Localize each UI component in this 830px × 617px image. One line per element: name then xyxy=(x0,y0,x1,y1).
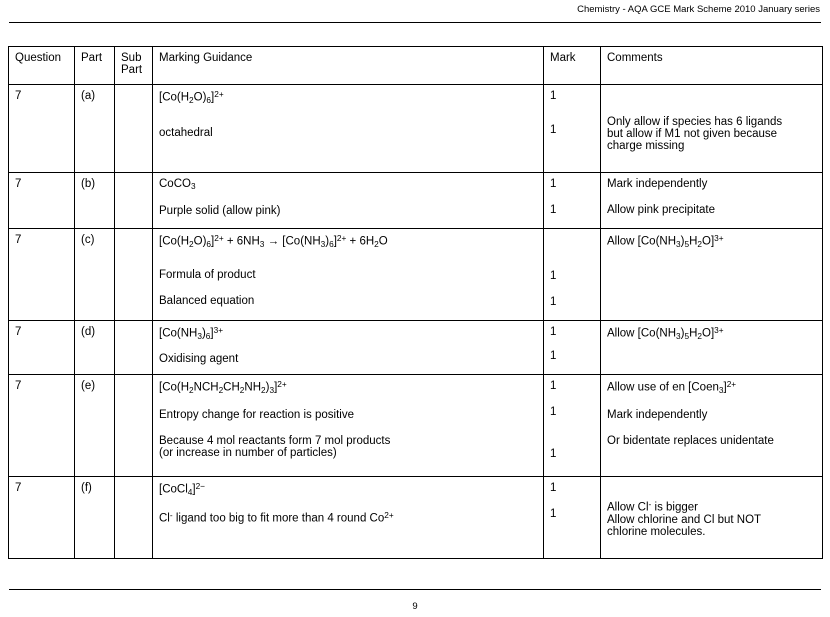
table-row xyxy=(9,321,823,375)
spacer xyxy=(550,190,594,204)
cell-mark xyxy=(544,85,601,173)
table-row xyxy=(9,375,823,477)
guidance-line: Oxidising agent xyxy=(159,352,239,365)
guidance-line: Cl- ligand too big to fit more than 4 round $Co^{2+}$ xyxy=(159,510,394,525)
page-number: 9 xyxy=(412,601,418,612)
mark-value: 1 xyxy=(550,178,557,190)
cell-mark xyxy=(544,321,601,375)
spacer xyxy=(607,421,816,435)
guidance-line: Because 4 mol reactants form 7 mol products xyxy=(159,434,391,447)
spacer xyxy=(159,249,537,269)
spacer xyxy=(159,421,537,435)
cell-marking-guidance xyxy=(153,229,544,321)
cell-part: (c) xyxy=(75,229,115,321)
spacer xyxy=(550,392,594,406)
spacer xyxy=(550,234,594,270)
spacer xyxy=(550,338,594,350)
table-row xyxy=(9,229,823,321)
table-row xyxy=(9,85,823,173)
cell-comments xyxy=(601,173,823,229)
spacer xyxy=(550,282,594,296)
footer-divider xyxy=(9,589,821,590)
guidance-line: Entropy change for reaction is positive xyxy=(159,408,354,421)
cell-mark xyxy=(544,173,601,229)
column-header-sub-part xyxy=(115,47,153,85)
comment-line: Mark independently xyxy=(607,178,708,190)
mark-value: 1 xyxy=(550,90,557,102)
guidance-line: $[Co(H_2NCH_2CH_2NH_2)_3]^{2+}$ xyxy=(159,380,287,395)
cell-marking-guidance xyxy=(153,173,544,229)
cell-question: 7 xyxy=(9,173,75,229)
mark-value: 1 xyxy=(550,448,557,460)
guidance-line: Purple solid (allow pink) xyxy=(159,205,281,218)
comment-line: Or bidentate replaces unidentate xyxy=(607,434,774,447)
cell-question: 7 xyxy=(9,477,75,559)
mark-scheme-table xyxy=(8,46,823,559)
cell-sub-part xyxy=(115,477,153,559)
guidance-line: $[Co(H_2O)_6]^{2+}$ xyxy=(159,90,224,105)
mark-value: 1 xyxy=(550,380,557,392)
comment-line: but allow if M1 not given because xyxy=(607,128,778,140)
cell-sub-part xyxy=(115,229,153,321)
guidance-equation: $[Co(H_2O)_6]^{2+} + 6NH_3 \to [Co(NH_3)_6]^{2+} + 6H_2O$ xyxy=(159,234,388,249)
table-row xyxy=(9,477,823,559)
cell-marking-guidance xyxy=(153,85,544,173)
spacer xyxy=(159,191,537,205)
comment-line: Allow chlorine and Cl but NOT xyxy=(607,513,762,526)
cell-part: (e) xyxy=(75,375,115,477)
cell-part: (f) xyxy=(75,477,115,559)
spacer xyxy=(607,90,816,116)
spacer xyxy=(159,497,537,511)
guidance-line: Balanced equation xyxy=(159,294,255,307)
cell-sub-part xyxy=(115,375,153,477)
cell-marking-guidance xyxy=(153,375,544,477)
comment-line: Allow pink precipitate xyxy=(607,204,716,216)
cell-mark xyxy=(544,375,601,477)
comment-line: Allow use of en [Coen$_3$]$^{2+}$ xyxy=(607,380,737,395)
mark-value: 1 xyxy=(550,508,557,520)
cell-comments xyxy=(601,375,823,477)
comment-line: Allow $[Co(NH_3)_5H_2O]^{3+}$ xyxy=(607,326,724,341)
cell-mark xyxy=(544,229,601,321)
column-header-question: Question xyxy=(9,47,75,85)
spacer xyxy=(159,281,537,295)
cell-question: 7 xyxy=(9,229,75,321)
comment-line: Allow $[Co(NH_3)_5H_2O]^{3+}$ xyxy=(607,234,724,249)
mark-value: 1 xyxy=(550,270,557,282)
cell-sub-part xyxy=(115,173,153,229)
cell-part: (b) xyxy=(75,173,115,229)
comment-line: charge missing xyxy=(607,140,685,152)
sub-part-line-2: Part xyxy=(121,64,143,76)
mark-value: 1 xyxy=(550,204,557,216)
cell-sub-part xyxy=(115,85,153,173)
cell-question: 7 xyxy=(9,321,75,375)
spacer xyxy=(607,482,816,500)
mark-value: 1 xyxy=(550,482,557,494)
guidance-line: [CoCl$_4$]$^{2-}$ xyxy=(159,482,206,497)
comment-line: Only allow if species has 6 ligands xyxy=(607,116,783,128)
spacer xyxy=(550,102,594,124)
running-header: Chemistry - AQA GCE Mark Scheme 2010 January series xyxy=(577,4,820,15)
cell-marking-guidance xyxy=(153,321,544,375)
spacer xyxy=(550,418,594,448)
mark-value: 1 xyxy=(550,406,557,418)
mark-value: 1 xyxy=(550,296,557,308)
cell-comments xyxy=(601,229,823,321)
spacer xyxy=(159,341,537,353)
spacer xyxy=(159,105,537,127)
column-header-part: Part xyxy=(75,47,115,85)
guidance-line: (or increase in number of particles) xyxy=(159,446,337,459)
table-row xyxy=(9,173,823,229)
cell-comments xyxy=(601,321,823,375)
sub-part-line-1: Sub xyxy=(121,52,142,64)
spacer xyxy=(550,494,594,508)
comment-line: Mark independently xyxy=(607,408,708,421)
mark-value: 1 xyxy=(550,124,557,136)
header-divider xyxy=(9,22,821,23)
cell-marking-guidance xyxy=(153,477,544,559)
guidance-line: CoCO$_3$ xyxy=(159,178,196,192)
cell-mark xyxy=(544,477,601,559)
column-header-marking-guidance: Marking Guidance xyxy=(153,47,544,85)
mark-value: 1 xyxy=(550,326,557,338)
guidance-line: $[Co(NH_3)_6]^{3+}$ xyxy=(159,326,224,341)
spacer xyxy=(607,395,816,409)
column-header-mark: Mark xyxy=(544,47,601,85)
cell-part: (d) xyxy=(75,321,115,375)
spacer xyxy=(607,190,816,204)
mark-value: 1 xyxy=(550,350,557,362)
comment-line: Allow Cl- is bigger xyxy=(607,500,698,514)
comment-line: chlorine molecules. xyxy=(607,525,706,538)
guidance-line: Formula of product xyxy=(159,268,256,281)
cell-comments xyxy=(601,85,823,173)
guidance-line: octahedral xyxy=(159,126,213,139)
cell-part: (a) xyxy=(75,85,115,173)
column-header-comments: Comments xyxy=(601,47,823,85)
cell-question: 7 xyxy=(9,375,75,477)
cell-comments xyxy=(601,477,823,559)
cell-question: 7 xyxy=(9,85,75,173)
spacer xyxy=(159,395,537,409)
cell-sub-part xyxy=(115,321,153,375)
table-header-row xyxy=(9,47,823,85)
